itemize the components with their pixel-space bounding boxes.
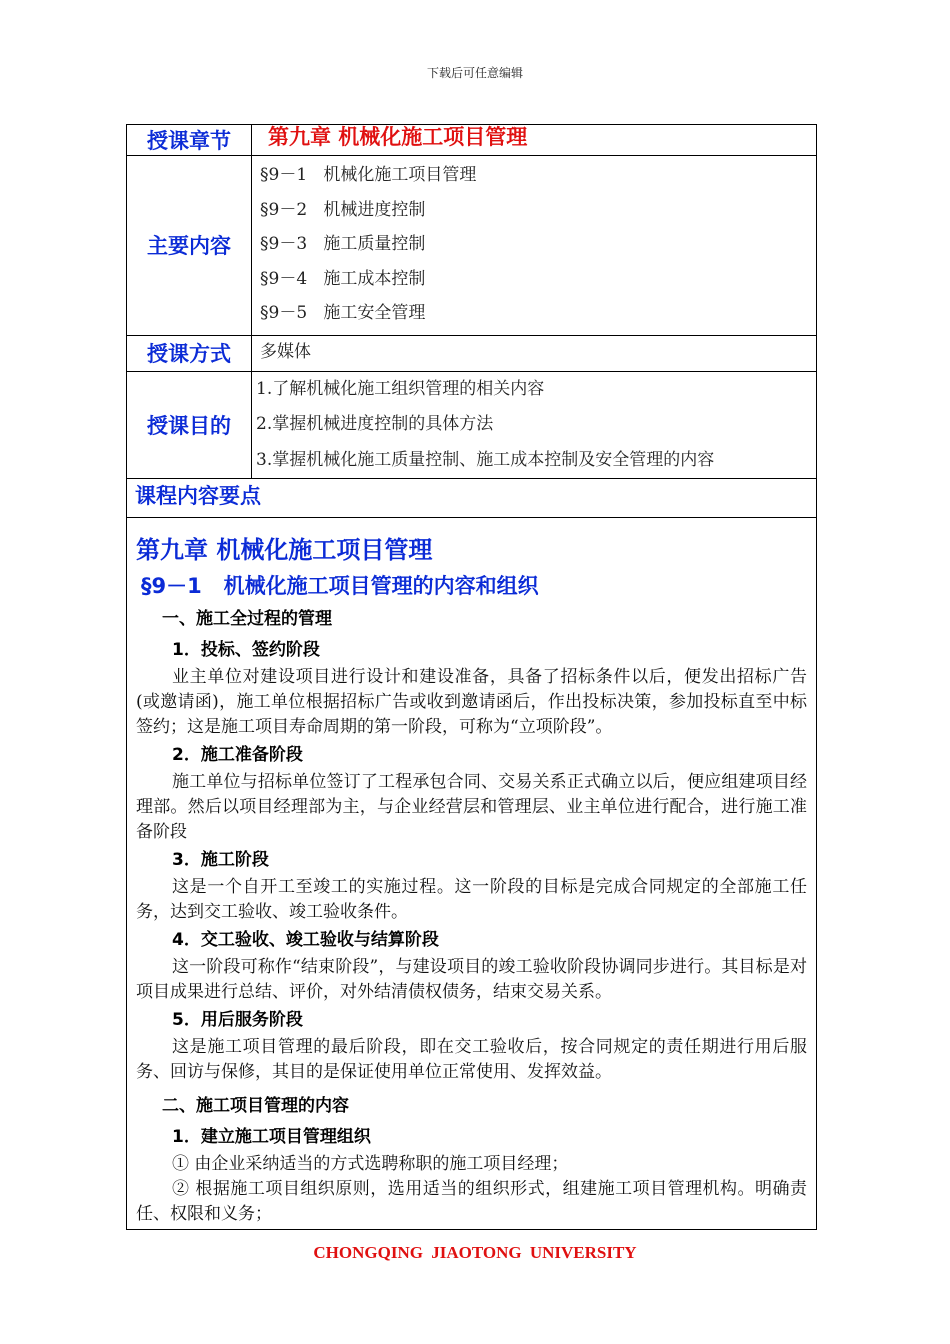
section-item: §9－5 施工安全管理 — [260, 303, 426, 323]
stage1-text: 业主单位对建设项目进行设计和建设准备，具备了招标条件以后，便发出招标广告(或邀请函)，施工单位根据招标广告或收到邀请函后，作出投标决策，参加投标直至中标签约；这是施工项目寿命周期的第一阶段，可称为“立项阶段”。 — [136, 667, 807, 737]
stage2-text: 施工单位与招标单位签订了工程承包合同、交易关系正式确立以后，便应组建项目经理部。然后以项目经理部为主，与企业经营层和管理层、业主单位进行配合，进行施工准备阶段 — [136, 772, 807, 842]
stage3-text: 这是一个自开工至竣工的实施过程。这一阶段的目标是完成合同规定的全部施工任务，达到交工验收、竣工验收条件。 — [136, 877, 807, 922]
section-item: §9－2 机械进度控制 — [260, 199, 426, 220]
goal-item: 1.了解机械化施工组织管理的相关内容 — [256, 378, 545, 399]
stage3-heading: 3．施工阶段 — [172, 850, 269, 870]
chapter-label: 授课章节 — [127, 125, 252, 156]
section-item: §9－4 施工成本控制 — [260, 268, 426, 289]
section-item: §9－1 机械化施工项目管理 — [260, 165, 477, 185]
section-list — [252, 156, 817, 336]
method-row — [127, 335, 817, 371]
content-label: 主要内容 — [127, 156, 252, 336]
key-points-row — [127, 479, 817, 518]
method-value: 多媒体 — [252, 335, 817, 371]
chapter-title: 第九章 机械化施工项目管理 — [252, 125, 817, 156]
stage5-text: 这是施工项目管理的最后阶段，即在交工验收后，按合同规定的责任期进行用后服务、回访与保修，其目的是保证使用单位正常使用、发挥效益。 — [136, 1037, 807, 1082]
chapter-heading: 第九章 机械化施工项目管理 — [136, 536, 433, 564]
org-item: ① 由企业采纳适当的方式选聘称职的施工项目经理； — [172, 1154, 569, 1174]
stage1-heading: 1．投标、签约阶段 — [172, 640, 320, 660]
section-item: §9－3 施工质量控制 — [260, 234, 426, 254]
stage5-heading: 5．用后服务阶段 — [172, 1010, 303, 1030]
goal-list — [252, 371, 817, 479]
stage2-heading: 2．施工准备阶段 — [172, 745, 303, 765]
course-content — [127, 518, 817, 1230]
org-heading: 1．建立施工项目管理组织 — [172, 1127, 371, 1147]
part1-heading: 一、施工全过程的管理 — [162, 609, 332, 629]
key-points-label: 课程内容要点 — [127, 479, 817, 518]
part2-heading: 二、施工项目管理的内容 — [162, 1096, 349, 1116]
goal-item: 2.掌握机械进度控制的具体方法 — [256, 414, 494, 434]
header-note: 下载后可任意编辑 — [426, 66, 523, 80]
stage4-text: 这一阶段可称作“结束阶段”，与建设项目的竣工验收阶段协调同步进行。其目标是对项目成果进行总结、评价，对外结清债权债务，结束交易关系。 — [136, 957, 807, 1002]
stage4-heading: 4．交工验收、竣工验收与结算阶段 — [172, 930, 439, 950]
section-heading: §9－1 机械化施工项目管理的内容和组织 — [141, 574, 539, 598]
chapter-row — [127, 125, 817, 156]
university-footer: CHONGQING JIAOTONG UNIVERSITY — [313, 1243, 637, 1262]
goal-item: 3.掌握机械化施工质量控制、施工成本控制及安全管理的内容 — [256, 449, 715, 470]
method-label: 授课方式 — [127, 335, 252, 371]
content-row — [127, 156, 817, 336]
lesson-plan-table — [126, 124, 817, 1230]
org-item: ② 根据施工项目组织原则，选用适当的组织形式，组建施工项目管理机构。明确责任、权限和义务； — [136, 1179, 807, 1224]
content-body-row — [127, 518, 817, 1230]
goal-row — [127, 371, 817, 479]
goal-label: 授课目的 — [127, 371, 252, 479]
